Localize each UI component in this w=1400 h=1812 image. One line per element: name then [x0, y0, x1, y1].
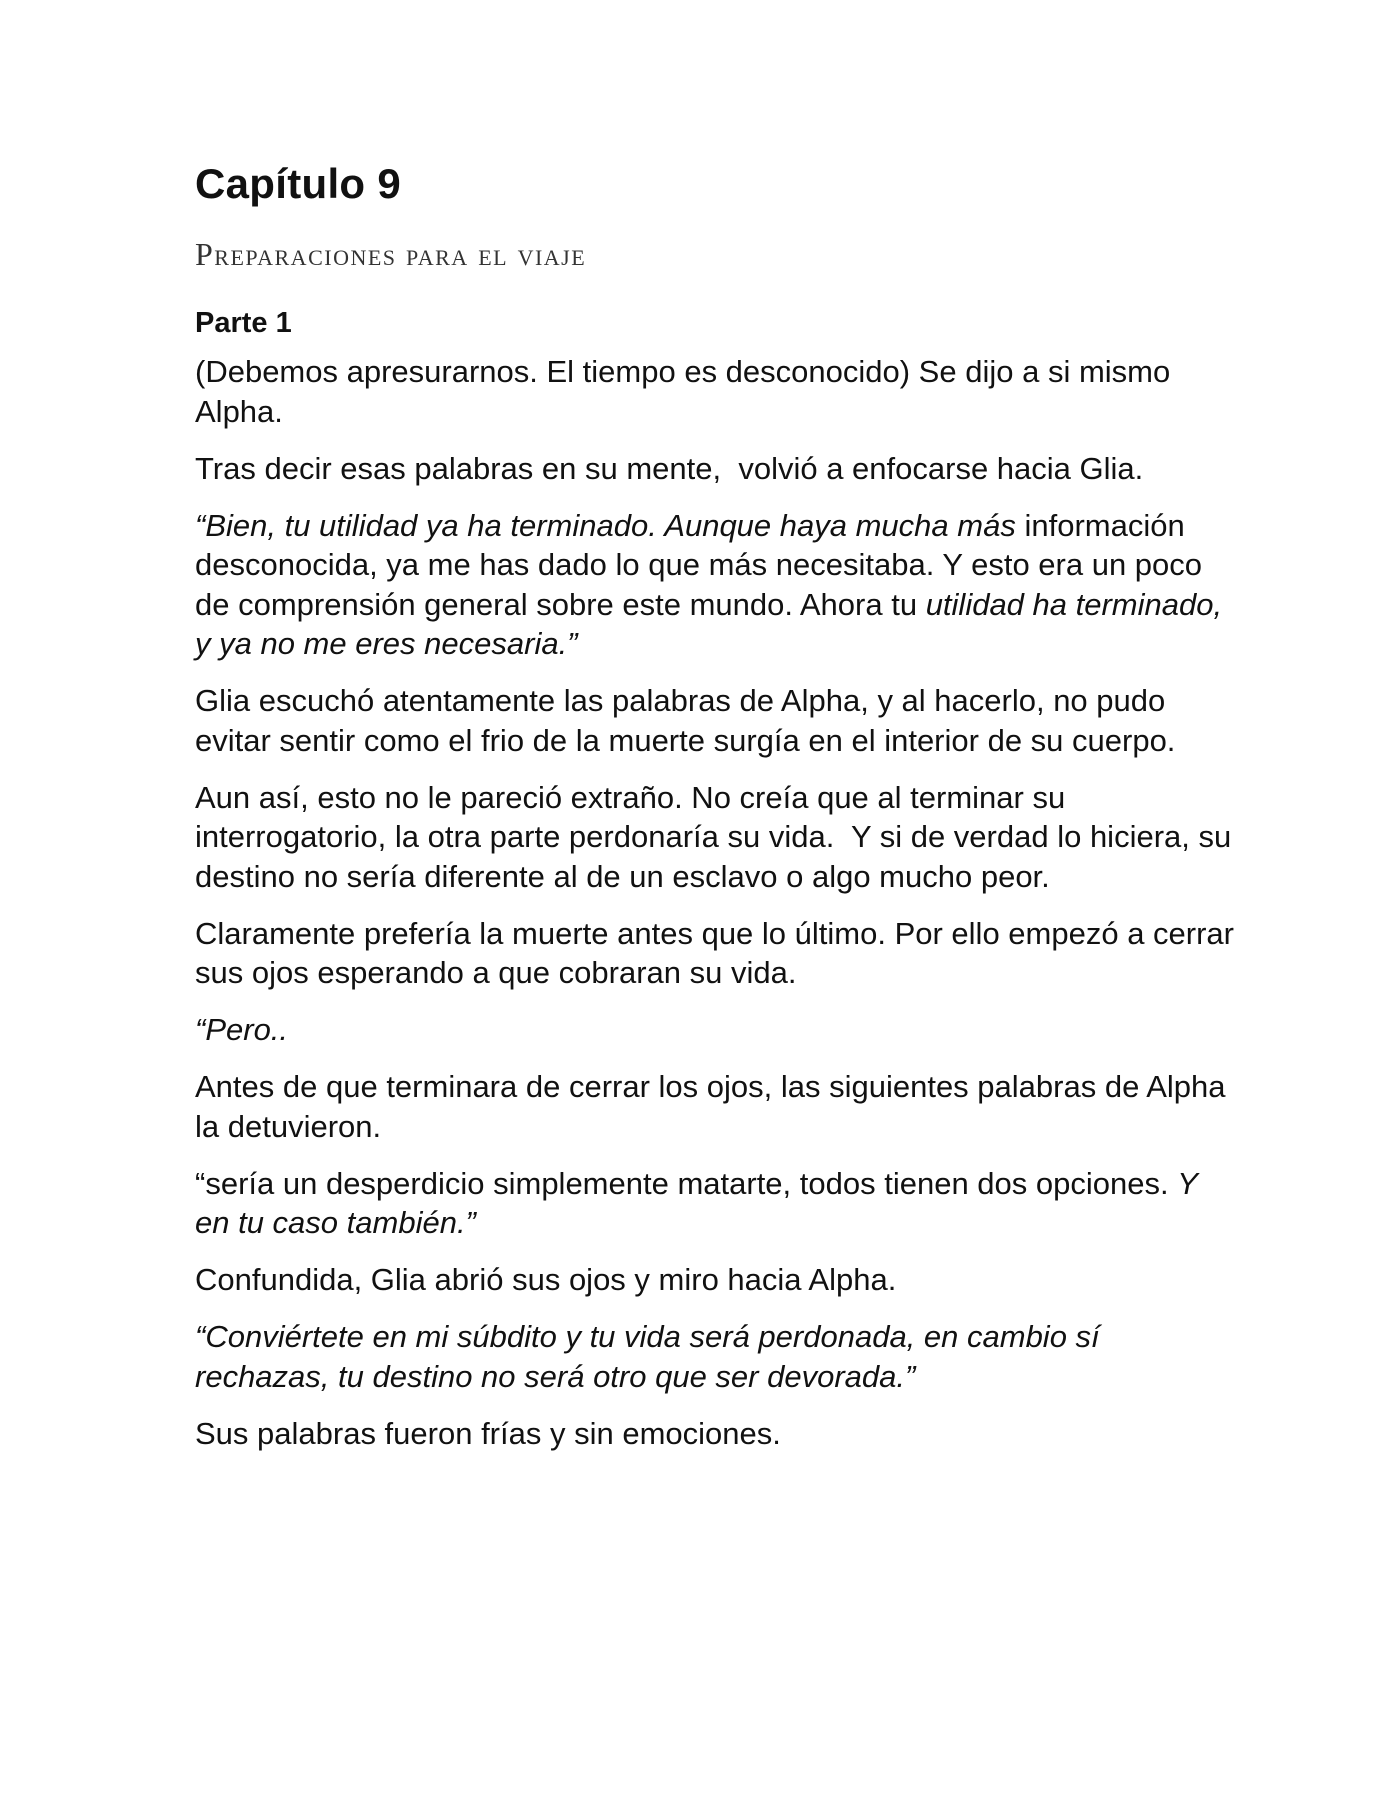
- chapter-title: Capítulo 9: [195, 160, 402, 207]
- paragraph-5: Aun así, esto no le pareció extraño. No creía que al terminar su interrogatorio, la otra parte perdonaría su vida. Y si de verdad lo hiciera, su destino no sería diferente al de un esclavo o algo mucho peor.: [195, 779, 1240, 894]
- paragraph-11: “Conviértete en mi súbdito y tu vida será perdonada, en cambio sí rechazas, tu destino no será otro que ser devorada.”: [195, 1319, 1109, 1394]
- paragraph-4: Glia escuchó atentamente las palabras de Alpha, y al hacerlo, no pudo evitar sentir como el frio de la muerte surgía en el interior de su cuerpo.: [195, 683, 1176, 758]
- chapter-content: [195, 158, 1243, 1453]
- paragraph-3: [195, 506, 1235, 664]
- paragraph-2: Tras decir esas palabras en su mente, volvió a enfocarse hacia Glia.: [195, 450, 1144, 486]
- paragraph-7: “Pero..: [195, 1012, 289, 1047]
- paragraph-9-italic-end: Y en tu caso también.”: [195, 1165, 1206, 1240]
- paragraph-6: Claramente prefería la muerte antes que lo último. Por ello empezó a cerrar sus ojos esperando a que cobraran su vida.: [195, 915, 1243, 990]
- paragraph-3-italic-end: utilidad ha terminado, y ya no me eres necesaria.”: [195, 586, 1231, 661]
- paragraph-3-italic-start: “Bien, tu utilidad ya ha terminado. Aunque haya mucha más: [195, 507, 1016, 543]
- paragraph-12: Sus palabras fueron frías y sin emociones.: [195, 1415, 781, 1451]
- paragraph-3-middle: información desconocida, ya me has dado lo que más necesitaba. Y esto era un poco de comprensión general sobre este mundo. Ahora tu: [195, 507, 1211, 622]
- paragraph-1: (Debemos apresurarnos. El tiempo es desconocido) Se dijo a si mismo Alpha.: [195, 354, 1178, 429]
- chapter-subtitle: Preparaciones para el viaje: [195, 236, 587, 272]
- paragraph-9-start: “sería un desperdicio simplemente matarte, todos tienen dos opciones.: [195, 1165, 1178, 1201]
- part-heading: Parte 1: [195, 307, 292, 339]
- paragraph-10: Confundida, Glia abrió sus ojos y miro hacia Alpha.: [195, 1262, 897, 1297]
- paragraph-8: Antes de que terminara de cerrar los ojos, las siguientes palabras de Alpha la detuvieron.: [195, 1069, 1235, 1144]
- paragraph-9: [195, 1164, 1235, 1243]
